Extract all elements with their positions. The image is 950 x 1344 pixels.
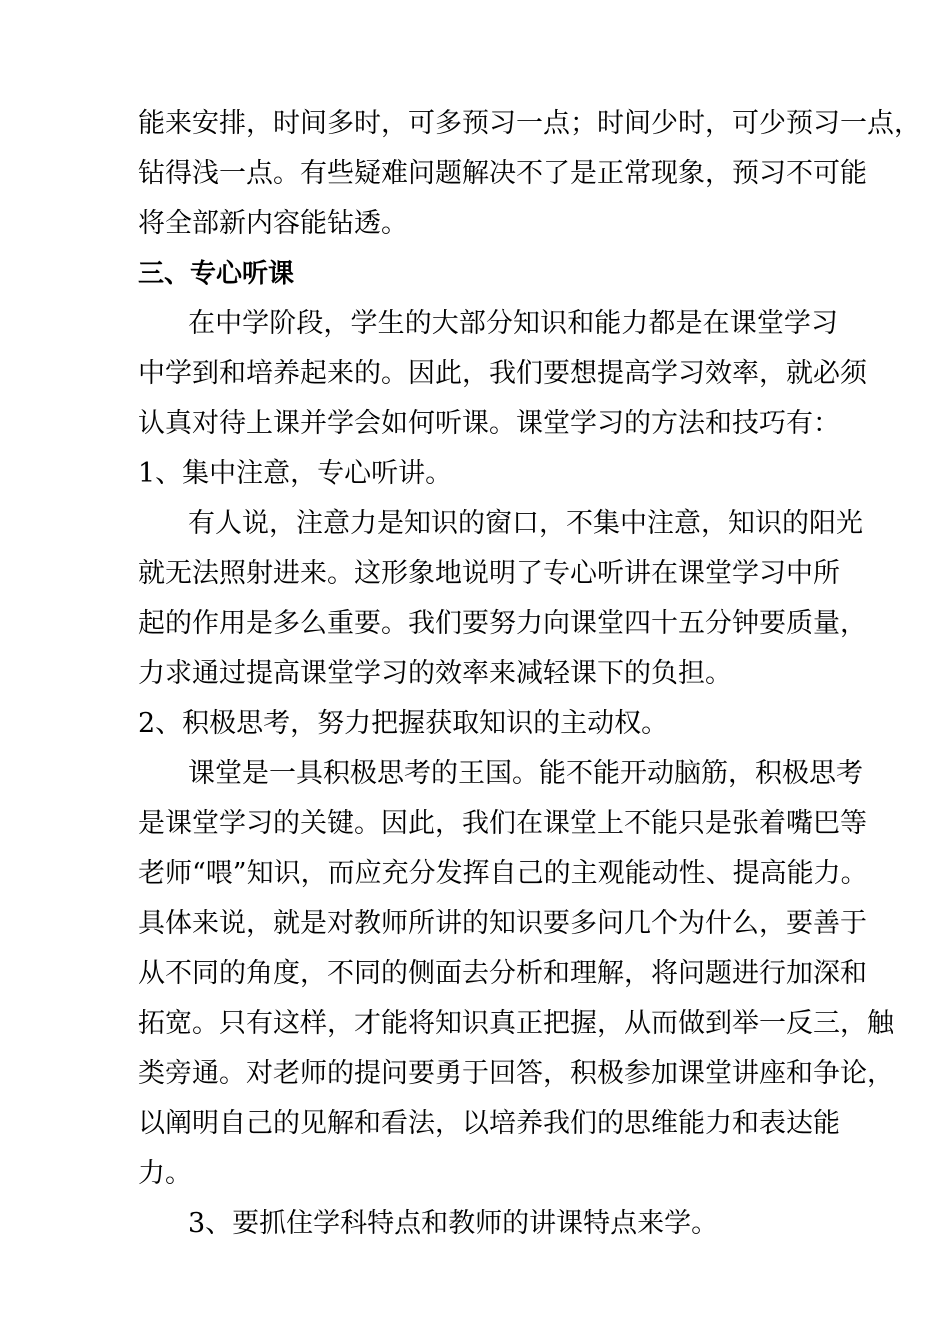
paragraph-line: 就无法照射进来。这形象地说明了专心听讲在课堂学习中所 <box>138 558 840 589</box>
paragraph-line: 拓宽。只有这样，才能将知识真正把握，从而做到举一反三，触 <box>138 1008 894 1039</box>
paragraph-line: 具体来说，就是对教师所讲的知识要多问几个为什么，要善于 <box>138 908 867 939</box>
paragraph-line: 中学到和培养起来的。因此，我们要想提高学习效率，就必须 <box>138 358 867 389</box>
list-item-heading: 1、集中注意，专心听讲。 <box>138 458 453 489</box>
paragraph-line: 力。 <box>138 1158 192 1189</box>
paragraph-line: 课堂是一具积极思考的王国。能不能开动脑筋，积极思考 <box>188 758 863 789</box>
paragraph-line: 是课堂学习的关键。因此，我们在课堂上不能只是张着嘴巴等 <box>138 808 867 839</box>
paragraph-line: 有人说，注意力是知识的窗口，不集中注意，知识的阳光 <box>188 508 863 539</box>
paragraph-line: 起的作用是多么重要。我们要努力向课堂四十五分钟要质量， <box>138 608 867 639</box>
list-item-heading: 2、积极思考，努力把握获取知识的主动权。 <box>138 708 669 739</box>
paragraph-line: 能来安排，时间多时，可多预习一点；时间少时，可少预习一点， <box>138 108 921 139</box>
paragraph-line: 老师“喂”知识，而应充分发挥自己的主观能动性、提高能力。 <box>138 858 868 889</box>
paragraph-line: 在中学阶段，学生的大部分知识和能力都是在课堂学习 <box>188 308 838 339</box>
paragraph-line: 将全部新内容能钻透。 <box>138 208 408 239</box>
paragraph-line: 认真对待上课并学会如何听课。课堂学习的方法和技巧有： <box>138 408 840 439</box>
paragraph-line: 从不同的角度，不同的侧面去分析和理解，将问题进行加深和 <box>138 958 867 989</box>
paragraph-line: 钻得浅一点。有些疑难问题解决不了是正常现象，预习不可能 <box>138 158 867 189</box>
list-item-heading: 3、要抓住学科特点和教师的讲课特点来学。 <box>188 1208 719 1239</box>
paragraph-line: 类旁通。对老师的提问要勇于回答，积极参加课堂讲座和争论， <box>138 1058 894 1089</box>
paragraph-line: 力求通过提高课堂学习的效率来减轻课下的负担。 <box>138 658 732 689</box>
paragraph-line: 以阐明自己的见解和看法，以培养我们的思维能力和表达能 <box>138 1108 840 1139</box>
section-heading: 三、专心听课 <box>138 259 295 289</box>
